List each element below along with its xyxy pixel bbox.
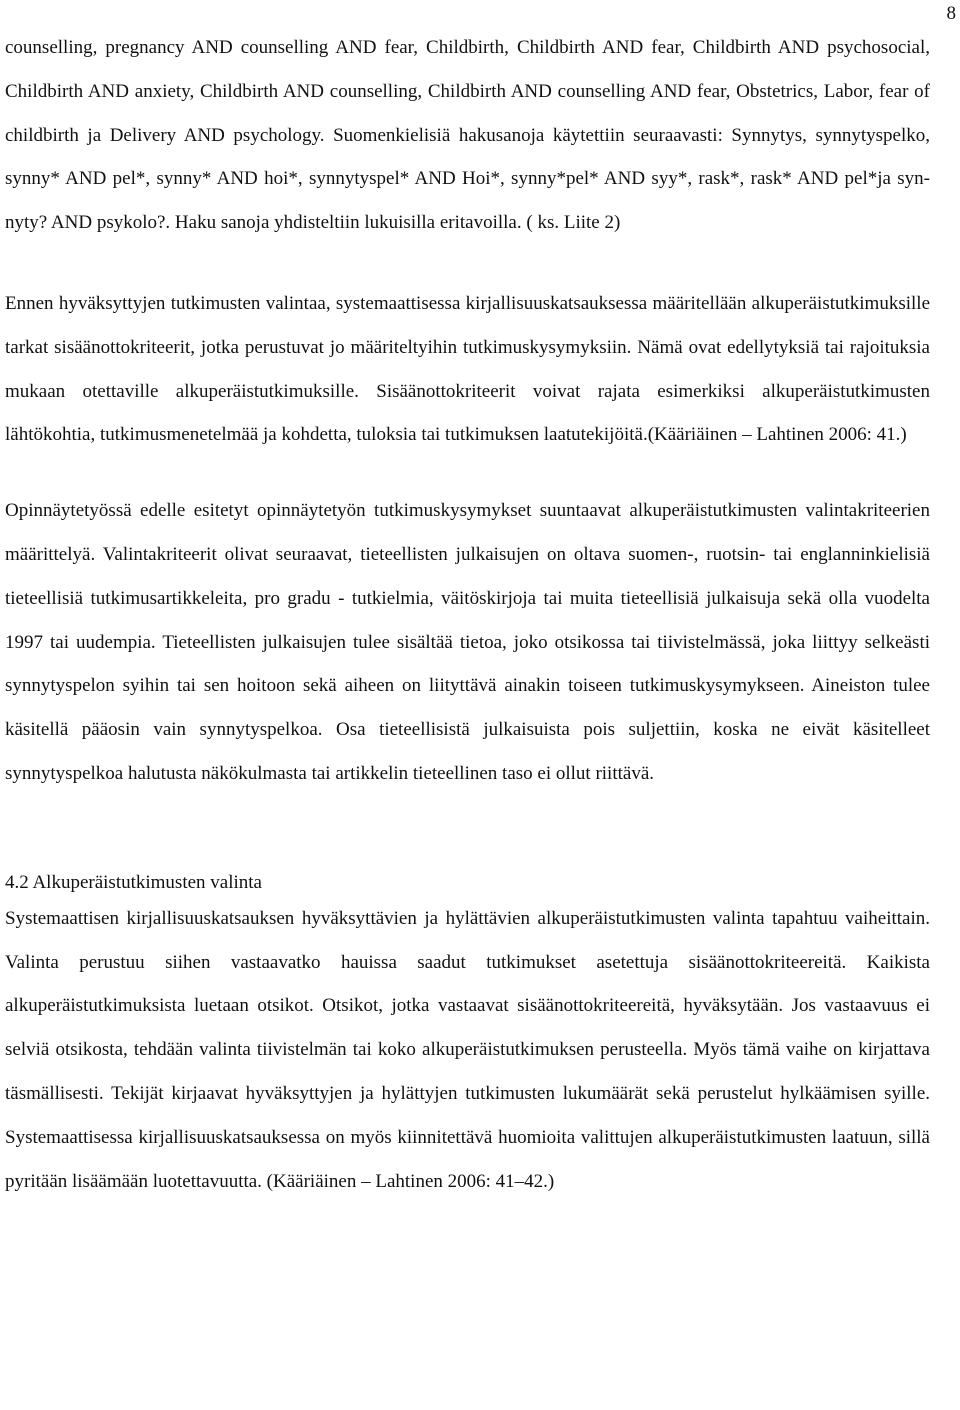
paragraph-selection-process: Systemaattisen kirjallisuuskatsauksen hyväksyttävien ja hylättävien alkuperäistutkimusten valinta tapahtuu vaiheittain. Valinta perustuu siihen vastaavatko hauissa saadut tutkimukset asetettuja sisäänottokriteereitä. Kaikista alkuperäistutkimuksista luetaan otsikot. Otsikot, jotka vastaavat sisäänottokriteereitä, hyväksytään. Jos vastaavuus ei selviä otsikosta, tehdään valinta tiivistelmän tai koko alkuperäistutkimuksen perusteella. Myös tämä vaihe on kirjattava täsmällisesti. Tekijät kirjaavat hyväksyttyjen ja hylättyjen tutkimusten lukumäärät sekä perustelut hylkäämisen syille. Systemaattisessa kirjallisuuskatsauksessa on myös kiinnitettävä huomioita valittujen alkuperäistutkimusten laatuun, sillä pyritään lisäämään luotettavuutta. (Kääriäinen – Lahtinen 2006: 41–42.) (5, 907, 930, 1192)
paragraph-search-terms: counselling, pregnancy AND counselling AND fear, Childbirth, Childbirth AND fear, Childbirth AND psychosocial, Childbirth AND anxiety, Childbirth AND counselling, Childbirth AND counselling AND fear, Obstetrics, Labor, fear of childbirth ja Delivery AND psychology. Suomenkielisiä hakusanoja käytettiin seuraavasti: Synnytys, synnytyspelko, synny* AND pel*, synny* AND hoi*, synnytyspel* AND Hoi*, synny*pel* AND syy*, rask*, rask* AND pel*ja synnyty? AND psykolo?. Haku sanoja yhdisteltiin lukuisilla eritavoilla. ( ks. Liite 2) (5, 37, 930, 234)
section-heading: 4.2 Alkuperäistutkimusten valinta (5, 871, 262, 893)
paragraph-selection-criteria: Opinnäytetyössä edelle esitetyt opinnäytetyön tutkimuskysymykset suuntaavat alkuperäistutkimusten valintakriteerien määrittelyä. Valintakriteerit olivat seuraavat, tieteellisten julkaisujen on oltava suomen-, ruotsin- tai englanninkielisiä tieteellisiä tutkimusartikkeleita, pro gradu - tutkielmia, väitöskirjoja tai muita tieteellisiä julkaisuja sekä olla vuodelta 1997 tai uudempia. Tieteellisten julkaisujen tulee sisältää tietoa, joko otsikossa tai tiivistelmässä, joka liittyy selkeästi synnytyspelon syihin tai sen hoitoon sekä aiheen on liityttävä ainakin toiseen tutkimuskysymykseen. Aineiston tulee käsitellä pääosin vain synnytyspelkoa. Osa tieteellisistä julkaisuista pois suljettiin, koska ne eivät käsitelleet synnytyspelkoa halutusta näkökulmasta tai artikkelin tieteellinen taso ei ollut riittävä. (5, 500, 930, 784)
document-body (5, 26, 930, 1203)
page-number: 8 (946, 3, 956, 24)
paragraph-inclusion-criteria: Ennen hyväksyttyjen tutkimusten valintaa, systemaattisessa kirjallisuuskatsauksessa määritellään alkuperäistutkimuksille tarkat sisäänottokriteerit, jotka perustuvat jo määriteltyihin tutkimuskysymyksiin. Nämä ovat edellytyksiä tai rajoituksia mukaan otettaville alkuperäistutkimuksille. Sisäänottokriteerit voivat rajata esimerkiksi alkuperäistutkimusten lähtökohtia, tutkimusmenetelmää ja kohdetta, tuloksia tai tutkimuksen laatutekijöitä.(Kääriäinen – Lahtinen 2006: 41.) (5, 292, 930, 446)
